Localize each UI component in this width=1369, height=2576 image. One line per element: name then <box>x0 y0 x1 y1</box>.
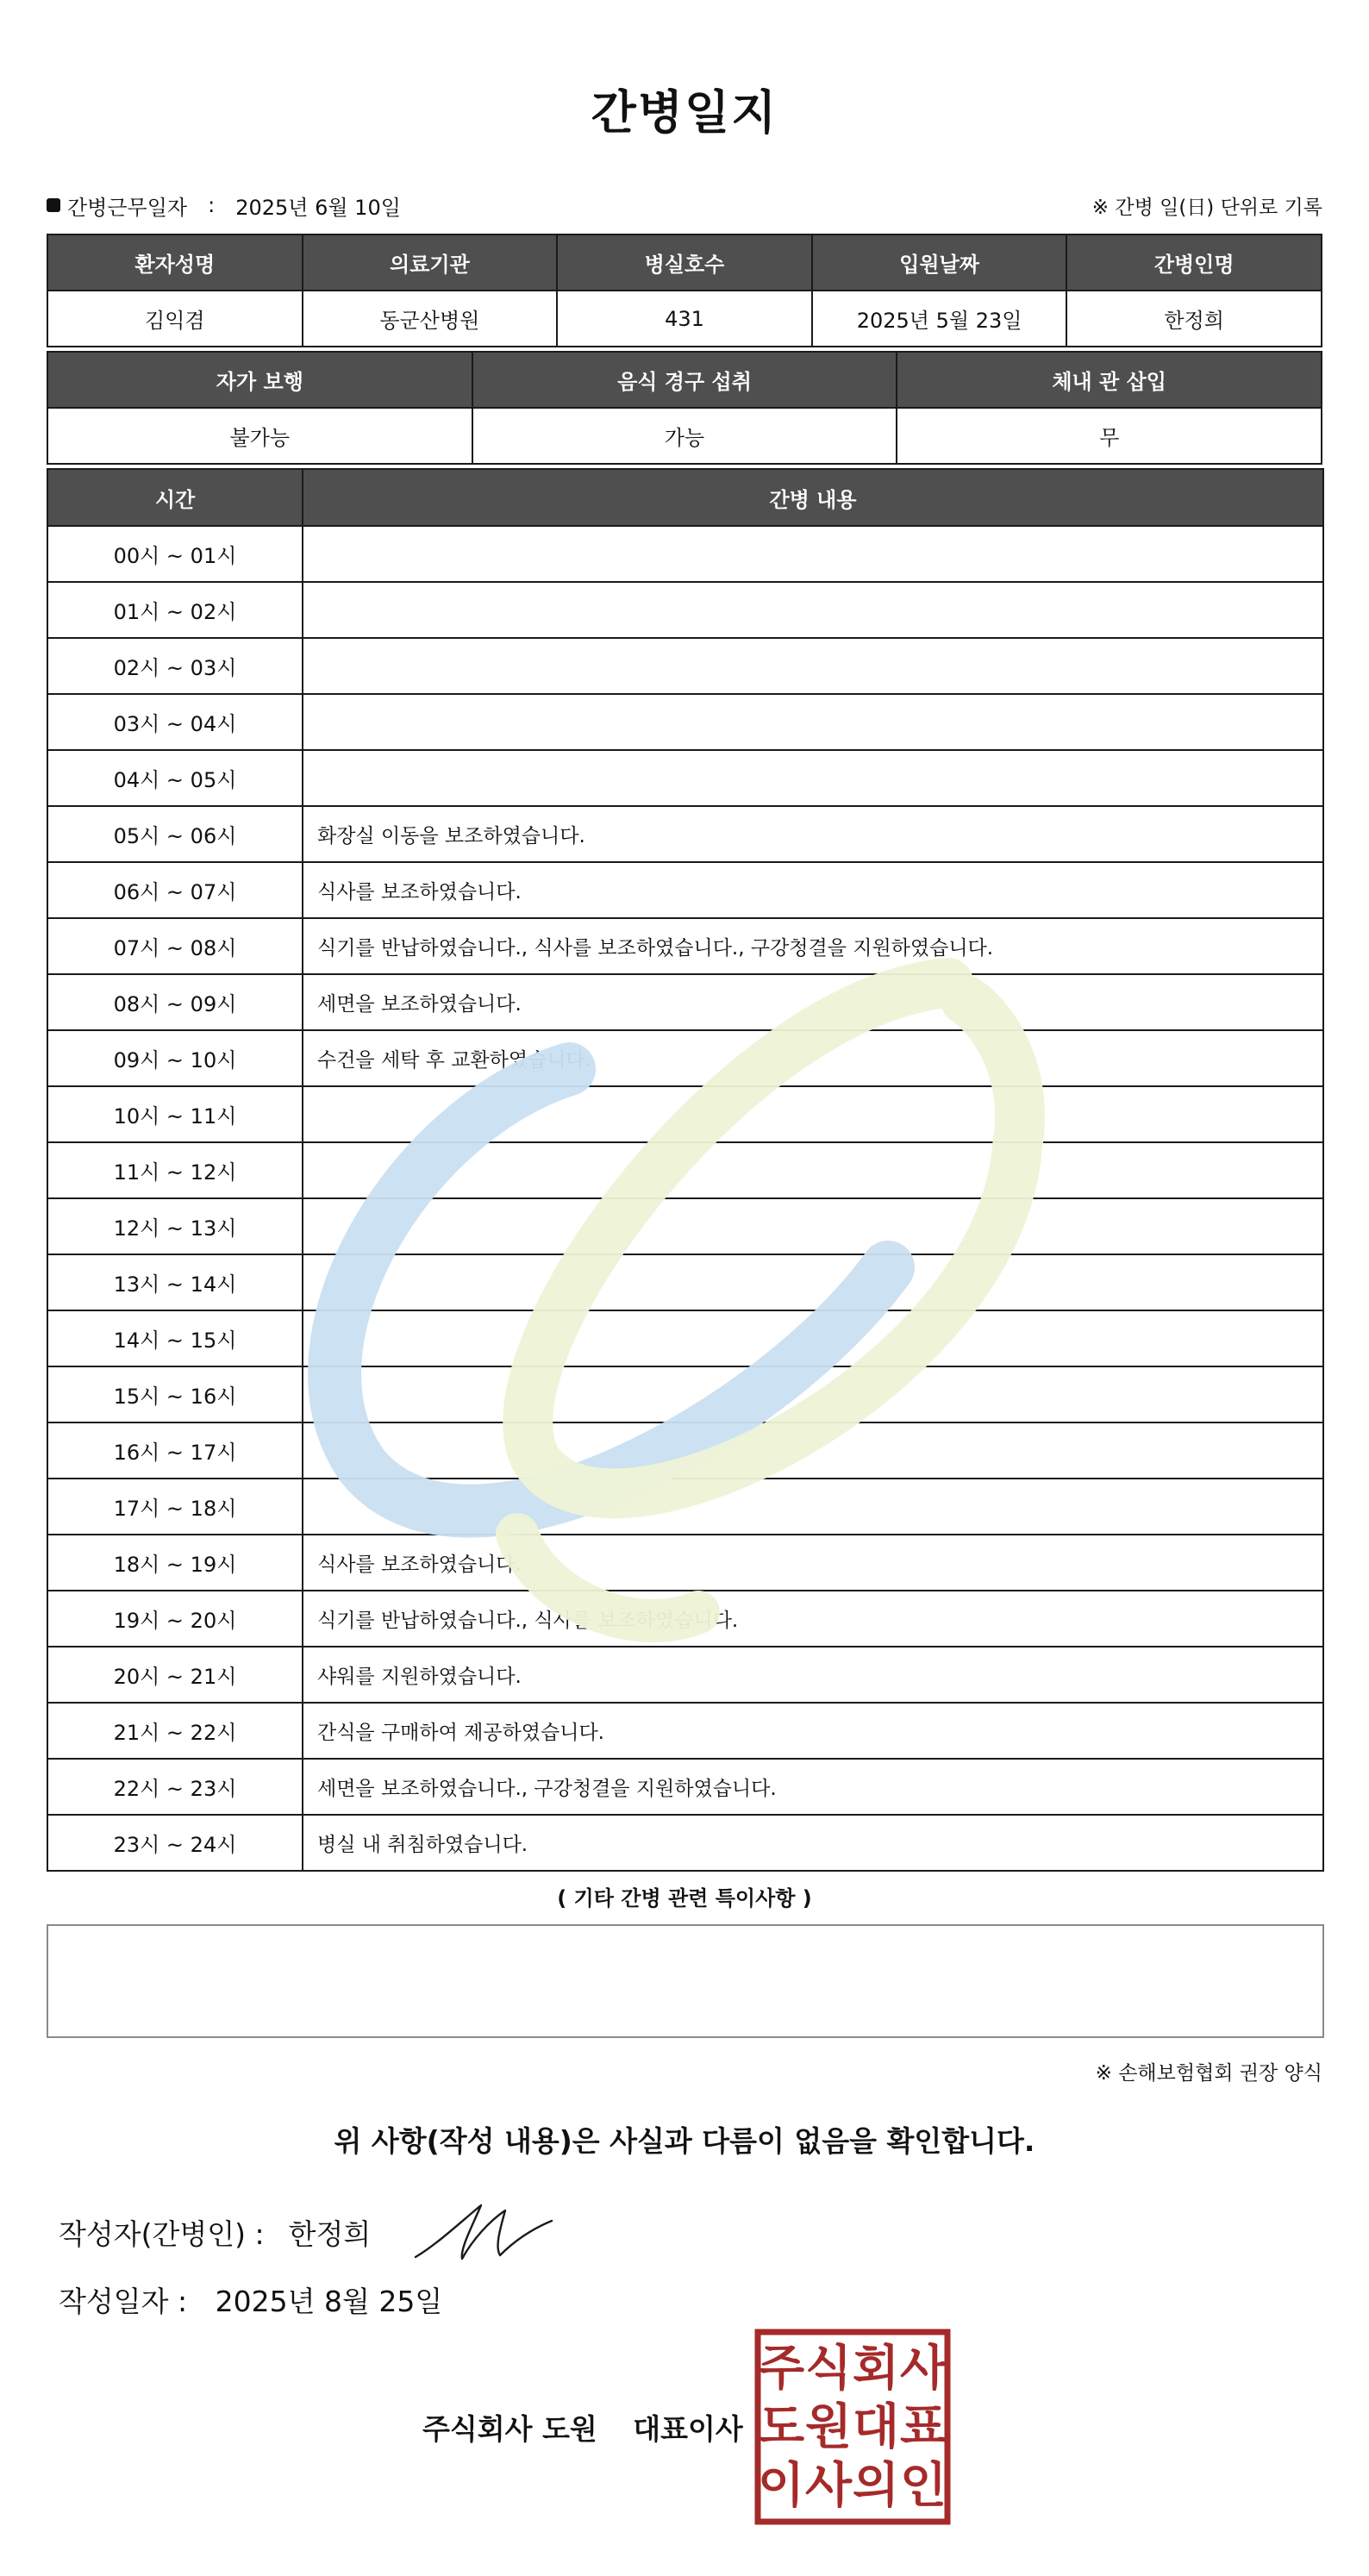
table-row <box>47 1422 1323 1479</box>
writer-row <box>59 2212 371 2253</box>
table-row <box>47 750 1323 806</box>
care-log-table <box>47 468 1324 1872</box>
seal-glyph: 회 <box>852 2341 900 2397</box>
page-title: 간병일지 <box>591 85 778 140</box>
table-row <box>47 974 1323 1030</box>
table-row <box>47 1366 1323 1422</box>
care-content: 샤워를 지원하였습니다. <box>303 1647 1323 1703</box>
care-log-body <box>47 526 1323 1871</box>
care-content <box>303 638 1323 694</box>
company-name: 주식회사 도원 <box>422 2412 597 2446</box>
hospital-name: 동군산병원 <box>303 291 558 347</box>
time-slot: 11시 ~ 12시 <box>47 1142 303 1198</box>
care-content: 식기를 반납하였습니다., 식사를 보조하였습니다., 구강청결을 지원하였습니다. <box>303 918 1323 974</box>
header-care-content: 간병 내용 <box>303 469 1323 526</box>
time-slot: 16시 ~ 17시 <box>47 1422 303 1479</box>
care-content <box>303 1142 1323 1198</box>
care-content: 간식을 구매하여 제공하였습니다. <box>303 1703 1323 1759</box>
care-content <box>303 1198 1323 1254</box>
care-content: 세면을 보조하였습니다. <box>303 974 1323 1030</box>
written-date-label: 작성일자 : <box>59 2285 188 2318</box>
oral-intake-value: 가능 <box>472 408 897 464</box>
bullet-square-icon <box>47 198 60 212</box>
work-date-row <box>47 188 1322 222</box>
care-content <box>303 526 1323 582</box>
table-row <box>47 1310 1323 1366</box>
time-slot: 17시 ~ 18시 <box>47 1479 303 1535</box>
work-date-value: 2025년 6월 10일 <box>235 195 401 220</box>
header-hospital: 의료기관 <box>303 234 558 291</box>
form-note: ※ 손해보험협회 권장 양식 <box>1095 2062 1322 2085</box>
table-row <box>47 638 1323 694</box>
care-content <box>303 582 1323 638</box>
table-row <box>47 1535 1323 1591</box>
care-content <box>303 694 1323 750</box>
table-row <box>47 1703 1323 1759</box>
header-room-number: 병실호수 <box>557 234 812 291</box>
patient-status-table <box>47 351 1322 465</box>
time-slot: 20시 ~ 21시 <box>47 1647 303 1703</box>
seal-glyph: 사 <box>899 2341 947 2397</box>
special-notes-box <box>47 1924 1324 2038</box>
time-slot: 12시 ~ 13시 <box>47 1198 303 1254</box>
care-content <box>303 1479 1323 1535</box>
seal-glyph: 대 <box>852 2399 900 2455</box>
seal-glyph: 사 <box>804 2458 853 2514</box>
seal-glyph: 이 <box>757 2458 805 2514</box>
time-slot: 10시 ~ 11시 <box>47 1086 303 1142</box>
time-slot: 21시 ~ 22시 <box>47 1703 303 1759</box>
table-row <box>47 582 1323 638</box>
seal-glyph: 원 <box>804 2399 853 2455</box>
table-row <box>47 526 1323 582</box>
written-date-value: 2025년 8월 25일 <box>215 2285 443 2318</box>
seal-glyph: 주 <box>757 2341 805 2397</box>
time-slot: 15시 ~ 16시 <box>47 1366 303 1422</box>
table-row <box>47 1030 1323 1086</box>
header-admission-date: 입원날짜 <box>812 234 1067 291</box>
header-time: 시간 <box>47 469 303 526</box>
table-row <box>47 918 1323 974</box>
table-row <box>47 1759 1323 1815</box>
tube-insertion-value: 무 <box>897 408 1322 464</box>
time-slot: 13시 ~ 14시 <box>47 1254 303 1310</box>
care-content <box>303 1086 1323 1142</box>
seal-glyph: 식 <box>804 2341 853 2397</box>
seal-glyph: 의 <box>852 2458 900 2514</box>
header-oral-intake: 음식 경구 섭취 <box>472 352 897 408</box>
company-seal-stamp <box>753 2328 952 2526</box>
table-row <box>47 1254 1323 1310</box>
time-slot: 09시 ~ 10시 <box>47 1030 303 1086</box>
care-content: 식기를 반납하였습니다., 식사를 보조하였습니다. <box>303 1591 1323 1647</box>
self-walking-value: 불가능 <box>47 408 472 464</box>
table-row <box>47 1142 1323 1198</box>
time-slot: 23시 ~ 24시 <box>47 1815 303 1871</box>
care-content <box>303 750 1323 806</box>
confirmation-statement: 위 사항(작성 내용)은 사실과 다름이 없음을 확인합니다. <box>334 2124 1035 2158</box>
table-row <box>47 694 1323 750</box>
care-content: 병실 내 취침하였습니다. <box>303 1815 1323 1871</box>
table-row <box>47 862 1323 918</box>
care-content <box>303 1422 1323 1479</box>
care-content <box>303 1254 1323 1310</box>
care-content: 수건을 세탁 후 교환하였습니다. <box>303 1030 1323 1086</box>
writer-label: 작성자(간병인) : <box>59 2217 265 2251</box>
written-date-row <box>59 2279 442 2320</box>
admission-date: 2025년 5월 23일 <box>812 291 1067 347</box>
table-row <box>47 1815 1323 1871</box>
time-slot: 22시 ~ 23시 <box>47 1759 303 1815</box>
handwritten-signature <box>410 2195 557 2273</box>
time-slot: 18시 ~ 19시 <box>47 1535 303 1591</box>
table-row <box>47 1086 1323 1142</box>
company-signature <box>422 2407 743 2448</box>
care-content: 화장실 이동을 보조하였습니다. <box>303 806 1323 862</box>
time-slot: 07시 ~ 08시 <box>47 918 303 974</box>
time-slot: 03시 ~ 04시 <box>47 694 303 750</box>
time-slot: 14시 ~ 15시 <box>47 1310 303 1366</box>
header-self-walking: 자가 보행 <box>47 352 472 408</box>
time-slot: 05시 ~ 06시 <box>47 806 303 862</box>
time-slot: 01시 ~ 02시 <box>47 582 303 638</box>
writer-name: 한정희 <box>288 2217 372 2251</box>
header-caregiver-name: 간병인명 <box>1066 234 1322 291</box>
table-row <box>47 1479 1323 1535</box>
table-row <box>47 1591 1323 1647</box>
unit-note: ※ 간병 일(日) 단위로 기록 <box>1091 196 1322 219</box>
care-content: 세면을 보조하였습니다., 구강청결을 지원하였습니다. <box>303 1759 1323 1815</box>
header-tube-insertion: 체내 관 삽입 <box>897 352 1322 408</box>
work-date-separator: : <box>208 193 216 217</box>
patient-info-table <box>47 234 1322 347</box>
time-slot: 02시 ~ 03시 <box>47 638 303 694</box>
work-date-label: 간병근무일자 <box>67 195 188 220</box>
special-notes-title: ( 기타 간병 관련 특이사항 ) <box>557 1886 812 1910</box>
header-patient-name: 환자성명 <box>47 234 303 291</box>
table-row <box>47 806 1323 862</box>
care-content <box>303 1310 1323 1366</box>
time-slot: 00시 ~ 01시 <box>47 526 303 582</box>
seal-glyph: 도 <box>757 2399 805 2455</box>
caregiver-name: 한정희 <box>1066 291 1322 347</box>
ceo-title: 대표이사 <box>633 2412 743 2446</box>
seal-glyph: 인 <box>899 2458 947 2514</box>
seal-glyph: 표 <box>899 2399 947 2455</box>
care-content <box>303 1366 1323 1422</box>
time-slot: 04시 ~ 05시 <box>47 750 303 806</box>
table-row <box>47 1647 1323 1703</box>
time-slot: 08시 ~ 09시 <box>47 974 303 1030</box>
time-slot: 19시 ~ 20시 <box>47 1591 303 1647</box>
care-content: 식사를 보조하였습니다. <box>303 862 1323 918</box>
patient-name: 김익겸 <box>47 291 303 347</box>
table-row <box>47 1198 1323 1254</box>
care-content: 식사를 보조하였습니다. <box>303 1535 1323 1591</box>
time-slot: 06시 ~ 07시 <box>47 862 303 918</box>
room-number: 431 <box>557 291 812 347</box>
